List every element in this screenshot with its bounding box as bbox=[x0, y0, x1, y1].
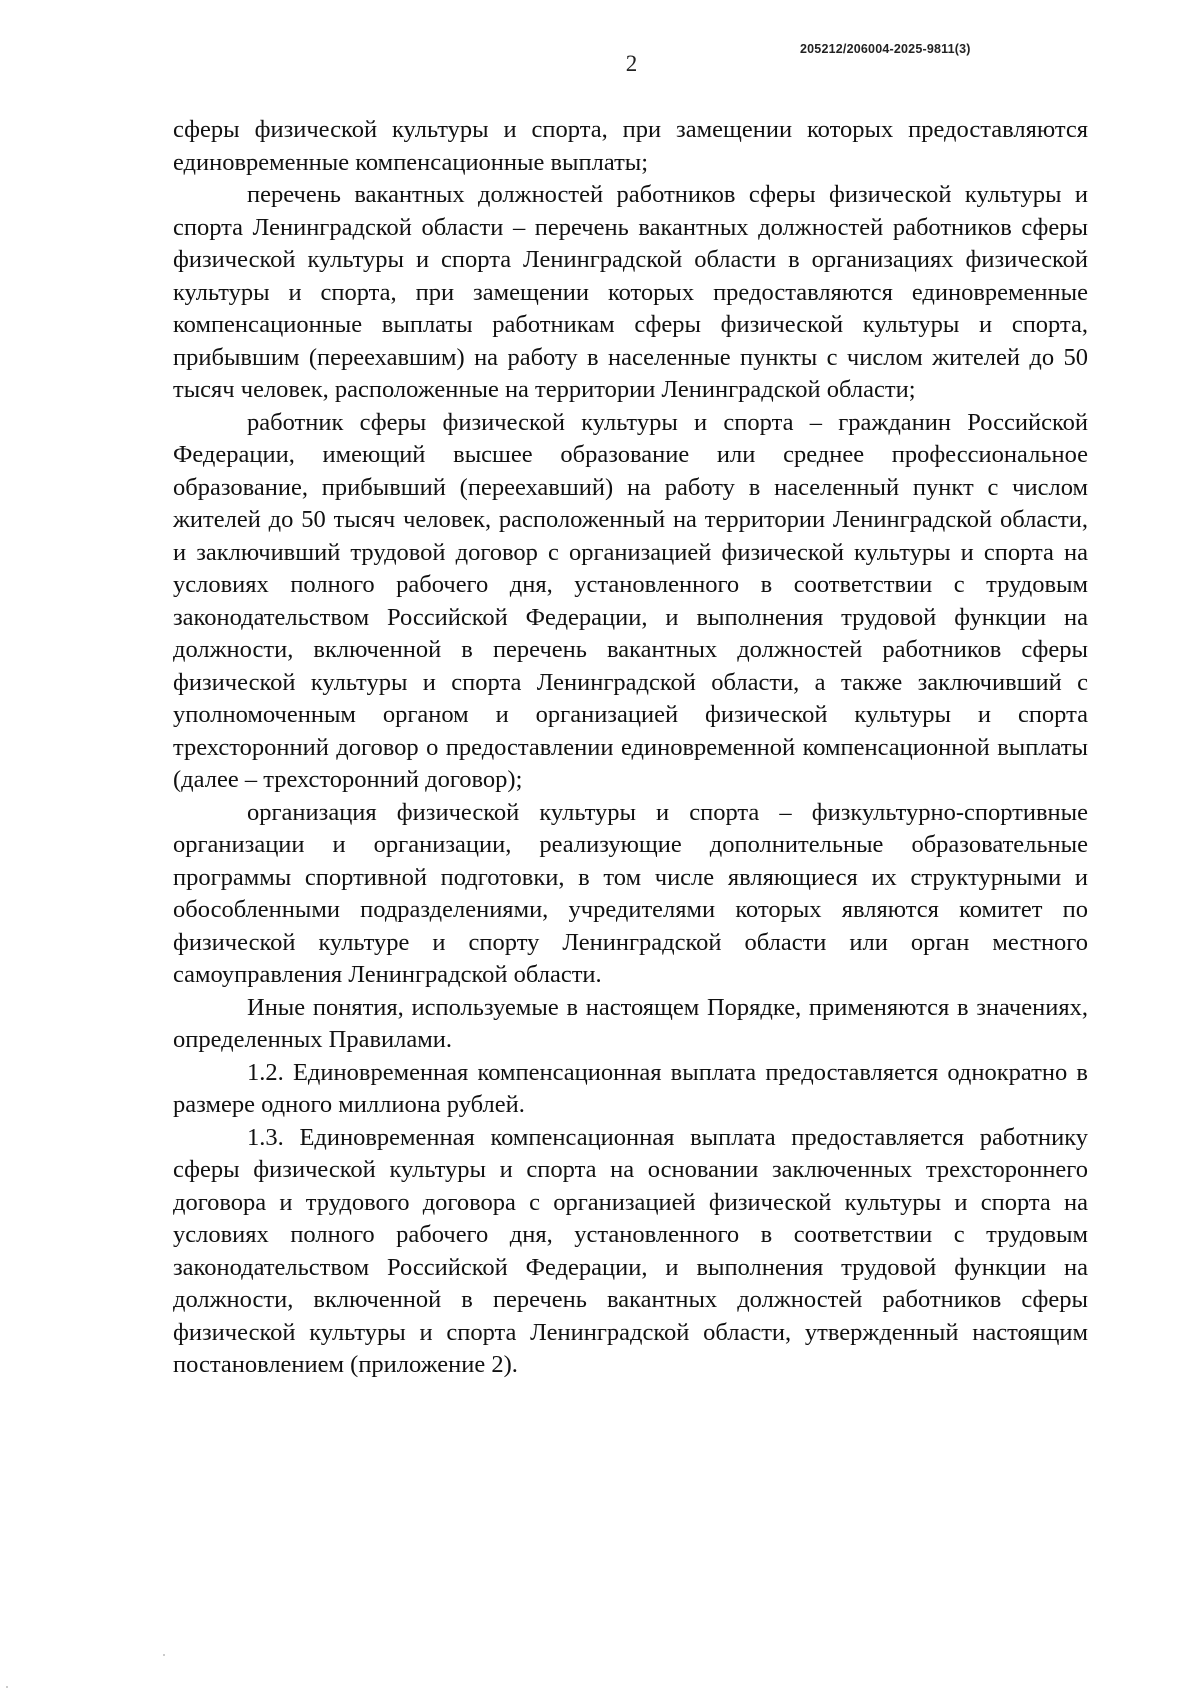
paragraph-definition-vacancy-list: перечень вакантных должностей работников сферы физической культуры и спорта Ленинградской области – перечень вакантных должностей работников сферы физической культуры и спорта Ленинградской области в организациях физической культуры и спорта, при замещении которых предоставляются единовременные компенсационные выплаты работникам сферы физической культуры и спорта, прибывшим (переехавшим) на работу в населенные пункты с числом жителей до 50 тысяч человек, расположенные на территории Ленинградской области; bbox=[173, 181, 1088, 403]
paragraph-continuation: сферы физической культуры и спорта, при замещении которых предоставляются единовременные компенсационные выплаты; bbox=[173, 116, 1088, 176]
paragraph-clause-1-2: 1.2. Единовременная компенсационная выплата предоставляется однократно в размере одного миллиона рублей. bbox=[173, 1058, 1088, 1118]
paragraph-other-terms: Иные понятия, используемые в настоящем Порядке, применяются в значениях, определенных Правилами. bbox=[173, 993, 1088, 1053]
page-number: 2 bbox=[625, 51, 638, 76]
document-registration-number: 205212/206004-2025-9811(3) bbox=[800, 42, 971, 56]
scan-artifact bbox=[6, 1686, 8, 1688]
scan-artifact bbox=[163, 1654, 165, 1656]
document-body bbox=[173, 114, 1088, 1382]
paragraph-definition-worker: работник сферы физической культуры и спорта – гражданин Российской Федерации, имеющий высшее образование или среднее профессиональное образование, прибывший (переехавший) на работу в населенный пункт с числом жителей до 50 тысяч человек, расположенный на территории Ленинградской области, и заключивший трудовой договор с организацией физической культуры и спорта на условиях полного рабочего дня, установленного в соответствии с трудовым законодательством Российской Федерации, и выполнения трудовой функции на должности, включенной в перечень вакантных должностей работников сферы физической культуры и спорта Ленинградской области, а также заключивший с уполномоченным органом и организацией физической культуры и спорта трехсторонний договор о предоставлении единовременной компенсационной выплаты (далее – трехсторонний договор); bbox=[173, 408, 1088, 793]
paragraph-clause-1-3: 1.3. Единовременная компенсационная выплата предоставляется работнику сферы физической культуры и спорта на основании заключенных трехстороннего договора и трудового договора с организацией физической культуры и спорта на условиях полного рабочего дня, установленного в соответствии с трудовым законодательством Российской Федерации, и выполнения трудовой функции на должности, включенной в перечень вакантных должностей работников сферы физической культуры и спорта Ленинградской области, утвержденный настоящим постановлением (приложение 2). bbox=[173, 1123, 1088, 1378]
paragraph-definition-organization: организация физической культуры и спорта – физкультурно-спортивные организации и организации, реализующие дополнительные образовательные программы спортивной подготовки, в том числе являющиеся их структурными и обособленными подразделениями, учредителями которых являются комитет по физической культуре и спорту Ленинградской области или орган местного самоуправления Ленинградской области. bbox=[173, 798, 1088, 988]
